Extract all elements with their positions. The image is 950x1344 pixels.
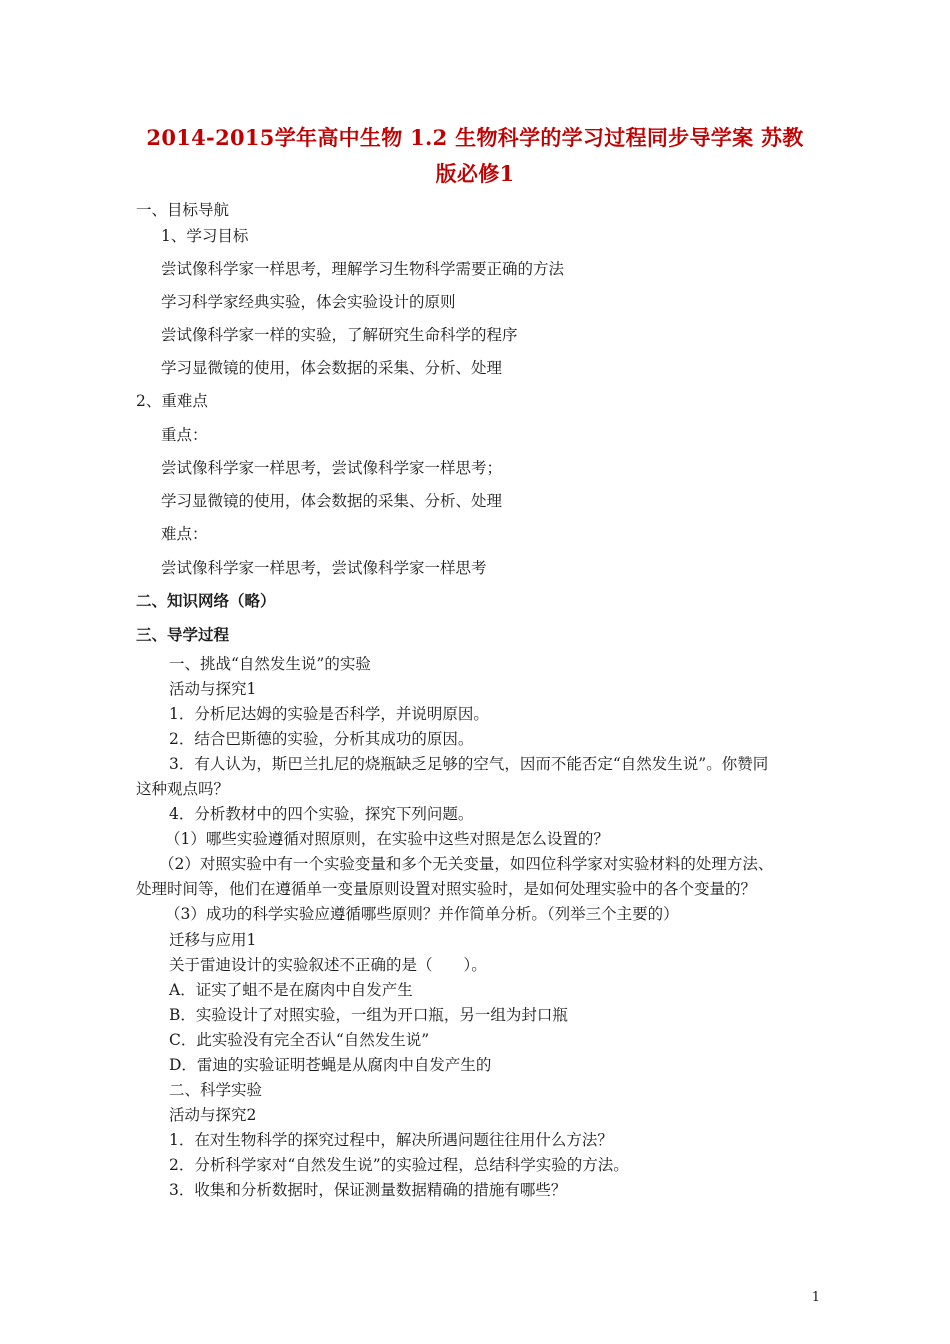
goal-item: 学习科学家经典实验，体会实验设计的原则 (161, 293, 456, 311)
title-line-2: 版必修1 (435, 161, 515, 186)
section-heading-goals: 一、目标导航 (136, 201, 230, 219)
goal-item: 学习显微镜的使用，体会数据的采集、分析、处理 (161, 359, 503, 377)
goal-item: 尝试像科学家一样的实验，了解研究生命科学的程序 (161, 326, 518, 344)
section-heading-guided-learning: 三、导学过程 (136, 625, 230, 644)
difficult-point-item: 尝试像科学家一样思考，尝试像科学家一样思考 (161, 559, 487, 577)
activity-item: 3．收集和分析数据时，保证测量数据精确的措施有哪些？ (169, 1181, 567, 1199)
answer-option-c: C．此实验没有完全否认“自然发生说” (169, 1031, 430, 1049)
activity-item: 3．有人认为，斯巴兰扎尼的烧瓶缺乏足够的空气，因而不能否定“自然发生说”。你赞同 (169, 755, 769, 773)
apply-question: 关于雷迪设计的实验叙述不正确的是（ ）。 (169, 956, 487, 974)
part-heading-scientific-experiment: 二、科学实验 (169, 1081, 263, 1099)
activity-item-continued: 这种观点吗？ (136, 780, 230, 798)
answer-option-a: A．证实了蛆不是在腐肉中自发产生 (169, 981, 413, 999)
answer-option-b: B．实验设计了对照实验，一组为开口瓶，另一组为封口瓶 (169, 1006, 568, 1024)
activity-heading-2: 活动与探究2 (169, 1106, 257, 1124)
answer-option-d: D．雷迪的实验证明苍蝇是从腐肉中自发产生的 (169, 1056, 492, 1074)
section-heading-knowledge-network: 二、知识网络（略） (136, 591, 276, 610)
activity-item: 1．分析尼达姆的实验是否科学，并说明原因。 (169, 705, 489, 723)
activity-subitem: （1）哪些实验遵循对照原则，在实验中这些对照是怎么设置的？ (165, 830, 609, 848)
activity-subitem: （3）成功的科学实验应遵循哪些原则？并作简单分析。（列举三个主要的） (165, 905, 679, 923)
title-line-1: 2014-2015学年高中生物 1.2 生物科学的学习过程同步导学案 苏教 (146, 125, 804, 150)
activity-item: 2．分析科学家对“自然发生说”的实验过程，总结科学实验的方法。 (169, 1156, 629, 1174)
goal-item: 尝试像科学家一样思考，理解学习生物科学需要正确的方法 (161, 260, 565, 278)
activity-subitem: （2）对照实验中有一个实验变量和多个无关变量，如四位科学家对实验材料的处理方法、 (159, 855, 774, 873)
subheading-learning-goals: 1、学习目标 (161, 227, 249, 245)
document-title (120, 120, 830, 192)
key-point-item: 尝试像科学家一样思考，尝试像科学家一样思考； (161, 459, 503, 477)
part-heading-spontaneous-generation: 一、挑战“自然发生说”的实验 (169, 655, 371, 673)
subheading-key-difficult: 2、重难点 (136, 392, 208, 410)
apply-heading-1: 迁移与应用1 (169, 931, 257, 949)
activity-item: 1．在对生物科学的探究过程中，解决所遇问题往往用什么方法？ (169, 1131, 613, 1149)
page-number: 1 (811, 1290, 820, 1305)
key-points-label: 重点： (161, 426, 208, 444)
activity-item: 4．分析教材中的四个实验，探究下列问题。 (169, 805, 474, 823)
difficult-points-label: 难点： (161, 525, 208, 543)
activity-heading-1: 活动与探究1 (169, 680, 257, 698)
key-point-item: 学习显微镜的使用，体会数据的采集、分析、处理 (161, 492, 503, 510)
activity-subitem-continued: 处理时间等，他们在遵循单一变量原则设置对照实验时，是如何处理实验中的各个变量的？ (136, 880, 757, 898)
activity-item: 2．结合巴斯德的实验，分析其成功的原因。 (169, 730, 474, 748)
